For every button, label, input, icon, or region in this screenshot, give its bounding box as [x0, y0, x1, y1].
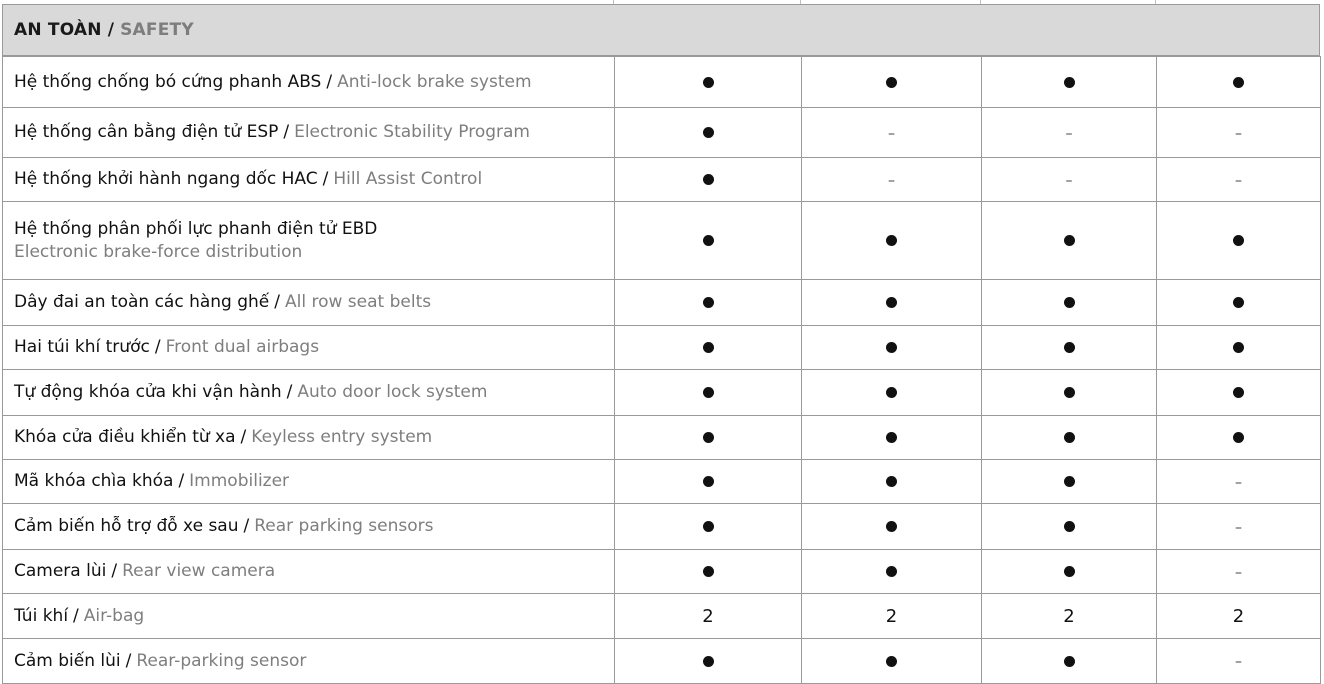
not-available-dash: –	[1235, 125, 1242, 142]
value-cell	[802, 594, 982, 639]
included-dot-icon	[1064, 235, 1075, 246]
feature-name-en: All row seat belts	[285, 292, 432, 312]
value-cell	[615, 504, 802, 550]
value-cell	[982, 108, 1157, 158]
value-cell	[615, 280, 802, 326]
table-row	[3, 594, 1321, 639]
value-cell	[1157, 158, 1321, 202]
value-cell	[615, 202, 802, 280]
table-row	[3, 280, 1321, 326]
value-cell	[982, 370, 1157, 416]
included-dot-icon	[703, 566, 714, 577]
included-dot-icon	[703, 127, 714, 138]
included-dot-icon	[703, 174, 714, 185]
included-dot-icon	[703, 521, 714, 532]
included-dot-icon	[1233, 387, 1244, 398]
value-cell	[1157, 416, 1321, 460]
value-cell	[802, 57, 982, 108]
value-cell	[802, 158, 982, 202]
included-dot-icon	[1233, 342, 1244, 353]
section-header	[2, 4, 1320, 56]
feature-name-en: Immobilizer	[189, 471, 290, 491]
not-available-dash: –	[1065, 125, 1073, 142]
table-row	[3, 158, 1321, 202]
not-available-dash: –	[1065, 172, 1073, 189]
value-cell	[1157, 280, 1321, 326]
section-title-separator: /	[107, 20, 115, 40]
value-cell	[615, 370, 802, 416]
feature-name-en: Electronic Stability Program	[294, 122, 530, 142]
feature-name-vi: Hệ thống chống bó cứng phanh ABS	[14, 71, 322, 92]
included-dot-icon	[703, 235, 714, 246]
included-dot-icon	[886, 521, 897, 532]
spec-sheet	[2, 0, 1320, 679]
included-dot-icon	[886, 387, 897, 398]
value-cell	[982, 416, 1157, 460]
included-dot-icon	[703, 432, 714, 443]
value-cell	[615, 108, 802, 158]
feature-label	[3, 460, 615, 504]
value-cell	[982, 550, 1157, 594]
included-dot-icon	[1233, 77, 1244, 88]
label-separator: /	[283, 122, 290, 142]
included-dot-icon	[1064, 77, 1075, 88]
included-dot-icon	[1064, 387, 1075, 398]
feature-name-en: Rear parking sensors	[254, 516, 434, 536]
feature-label	[3, 158, 615, 202]
table-row	[3, 202, 1321, 280]
table-row	[3, 108, 1321, 158]
included-dot-icon	[1064, 342, 1075, 353]
value-cell	[1157, 460, 1321, 504]
value-cell	[982, 158, 1157, 202]
label-separator: /	[243, 516, 250, 536]
feature-label	[3, 594, 615, 639]
included-dot-icon	[886, 77, 897, 88]
value-cell	[615, 594, 802, 639]
feature-name-vi: Hệ thống phân phối lực phanh điện tử EBD	[14, 218, 378, 239]
feature-name-vi: Tự động khóa cửa khi vận hành	[14, 382, 282, 402]
value-cell	[802, 370, 982, 416]
section-title-vi: AN TOÀN	[14, 20, 102, 40]
value-cell	[802, 550, 982, 594]
value-cell	[802, 108, 982, 158]
feature-name-en: Anti-lock brake system	[337, 71, 532, 92]
feature-name-en: Rear view camera	[122, 561, 276, 581]
value-cell	[615, 460, 802, 504]
value-cell	[615, 416, 802, 460]
included-dot-icon	[1064, 521, 1075, 532]
included-dot-icon	[886, 432, 897, 443]
table-row	[3, 460, 1321, 504]
value-cell	[982, 57, 1157, 108]
value-cell	[982, 326, 1157, 370]
feature-name-en: Keyless entry system	[251, 427, 433, 447]
value-cell	[802, 326, 982, 370]
value-cell	[982, 504, 1157, 550]
value-cell	[1157, 57, 1321, 108]
included-dot-icon	[886, 476, 897, 487]
feature-label	[3, 370, 615, 416]
table-row	[3, 504, 1321, 550]
value-cell	[1157, 504, 1321, 550]
feature-name-en: Air-bag	[83, 605, 145, 626]
label-separator: /	[274, 292, 280, 312]
label-separator: /	[322, 169, 329, 189]
included-dot-icon	[1233, 235, 1244, 246]
value-cell	[615, 639, 802, 684]
included-dot-icon	[703, 387, 714, 398]
feature-label	[3, 416, 615, 460]
feature-name-vi: Dây đai an toàn các hàng ghế	[14, 292, 270, 312]
included-dot-icon	[886, 566, 897, 577]
value-cell	[1157, 639, 1321, 684]
quantity-value: 2	[1063, 605, 1075, 627]
included-dot-icon	[703, 342, 714, 353]
included-dot-icon	[703, 656, 714, 667]
table-row	[3, 57, 1321, 108]
not-available-dash: –	[888, 125, 895, 142]
feature-name-en: Front dual airbags	[165, 337, 320, 357]
value-cell	[802, 639, 982, 684]
feature-name-vi: Hai túi khí trước	[14, 337, 150, 357]
included-dot-icon	[1064, 656, 1075, 667]
value-cell	[1157, 326, 1321, 370]
value-cell	[802, 202, 982, 280]
quantity-value: 2	[702, 605, 714, 627]
feature-name-vi: Khóa cửa điều khiển từ xa	[14, 427, 236, 447]
feature-name-en: Hill Assist Control	[333, 169, 483, 189]
feature-name-vi: Cảm biến lùi	[14, 650, 121, 671]
label-separator: /	[326, 71, 333, 92]
feature-name-en: Rear-parking sensor	[136, 650, 307, 671]
not-available-dash: –	[888, 172, 895, 189]
quantity-value: 2	[1232, 605, 1245, 627]
value-cell	[615, 326, 802, 370]
value-cell	[982, 460, 1157, 504]
feature-name-vi: Cảm biến hỗ trợ đỗ xe sau	[14, 516, 239, 536]
feature-name-vi: Túi khí	[14, 605, 69, 626]
value-cell	[982, 639, 1157, 684]
feature-name-vi: Hệ thống cân bằng điện tử ESP	[14, 122, 279, 142]
included-dot-icon	[886, 656, 897, 667]
feature-label	[3, 280, 615, 326]
label-separator: /	[286, 382, 293, 402]
label-separator: /	[111, 561, 118, 581]
included-dot-icon	[1064, 432, 1075, 443]
label-separator: /	[125, 650, 132, 671]
not-available-dash: –	[1235, 172, 1242, 189]
included-dot-icon	[703, 77, 714, 88]
table-row	[3, 370, 1321, 416]
feature-name-vi: Mã khóa chìa khóa	[14, 471, 174, 491]
included-dot-icon	[886, 342, 897, 353]
value-cell	[1157, 550, 1321, 594]
label-separator: /	[154, 337, 161, 357]
feature-name-en: Electronic brake-force distribution	[14, 241, 303, 262]
value-cell	[1157, 108, 1321, 158]
not-available-dash: –	[1235, 564, 1242, 581]
feature-label	[3, 202, 615, 280]
value-cell	[802, 504, 982, 550]
not-available-dash: –	[1235, 654, 1242, 670]
feature-name-en: Auto door lock system	[297, 382, 488, 402]
value-cell	[802, 416, 982, 460]
table-row	[3, 550, 1321, 594]
value-cell	[615, 158, 802, 202]
label-separator: /	[178, 471, 185, 491]
included-dot-icon	[1064, 476, 1075, 487]
label-separator: /	[73, 605, 79, 626]
included-dot-icon	[886, 297, 897, 308]
spec-table-body	[3, 57, 1321, 684]
included-dot-icon	[703, 476, 714, 487]
feature-label	[3, 57, 615, 108]
not-available-dash: –	[1235, 474, 1242, 491]
safety-spec-table	[2, 56, 1321, 684]
feature-label	[3, 108, 615, 158]
value-cell	[982, 202, 1157, 280]
value-cell	[615, 57, 802, 108]
table-row	[3, 416, 1321, 460]
value-cell	[982, 594, 1157, 639]
included-dot-icon	[1064, 297, 1075, 308]
label-separator: /	[240, 427, 247, 447]
value-cell	[1157, 370, 1321, 416]
included-dot-icon	[1064, 566, 1075, 577]
value-cell	[1157, 202, 1321, 280]
section-title-en: SAFETY	[120, 20, 194, 40]
value-cell	[1157, 594, 1321, 639]
included-dot-icon	[886, 235, 897, 246]
included-dot-icon	[703, 297, 714, 308]
included-dot-icon	[1233, 297, 1244, 308]
feature-label	[3, 550, 615, 594]
not-available-dash: –	[1235, 519, 1242, 536]
table-row	[3, 326, 1321, 370]
feature-name-vi: Hệ thống khởi hành ngang dốc HAC	[14, 169, 318, 189]
feature-label	[3, 326, 615, 370]
feature-label	[3, 639, 615, 684]
value-cell	[615, 550, 802, 594]
feature-name-vi: Camera lùi	[14, 561, 107, 581]
value-cell	[982, 280, 1157, 326]
value-cell	[802, 280, 982, 326]
feature-label	[3, 504, 615, 550]
quantity-value: 2	[885, 605, 898, 627]
table-row	[3, 639, 1321, 684]
included-dot-icon	[1233, 432, 1244, 443]
value-cell	[802, 460, 982, 504]
